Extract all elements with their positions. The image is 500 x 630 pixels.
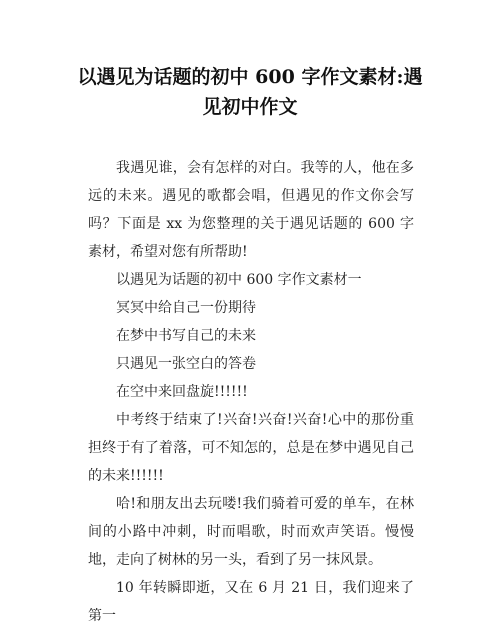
- poem-line: 在空中来回盘旋!!!!!!: [116, 384, 248, 400]
- poem-line: 在梦中书写自己的未来: [116, 328, 256, 344]
- poem-line: 只遇见一张空白的答卷: [116, 356, 256, 372]
- body-paragraph: 中考终于结束了!兴奋!兴奋!兴奋!心中的那份重担终于有了着落，可不知怎的，总是在梦中遇见自己的未来!!!!!!: [88, 412, 414, 484]
- poem-line: 冥冥中给自己一份期待: [116, 300, 256, 316]
- intro-paragraph: 我遇见谁，会有怎样的对白。我等的人，他在多远的未来。遇见的歌都会唱，但遇见的作文你会写吗？下面是 xx 为您整理的关于遇见话题的 600 字素材，希望对您有所帮助!: [88, 160, 414, 260]
- body-paragraph: 哈!和朋友出去玩喽!我们骑着可爱的单车，在林间的小路中冲刺，时而唱歌，时而欢声笑语。慢慢地，走向了树林的另一头，看到了另一抹风景。: [88, 496, 414, 568]
- body-paragraph: 10 年转瞬即逝，又在 6 月 21 日，我们迎来了第一: [88, 580, 414, 624]
- section-heading: 以遇见为话题的初中 600 字作文素材一: [116, 272, 362, 288]
- document-title: 以遇见为话题的初中 600 字作文素材:遇见初中作文: [77, 66, 423, 118]
- document-body: [88, 154, 414, 630]
